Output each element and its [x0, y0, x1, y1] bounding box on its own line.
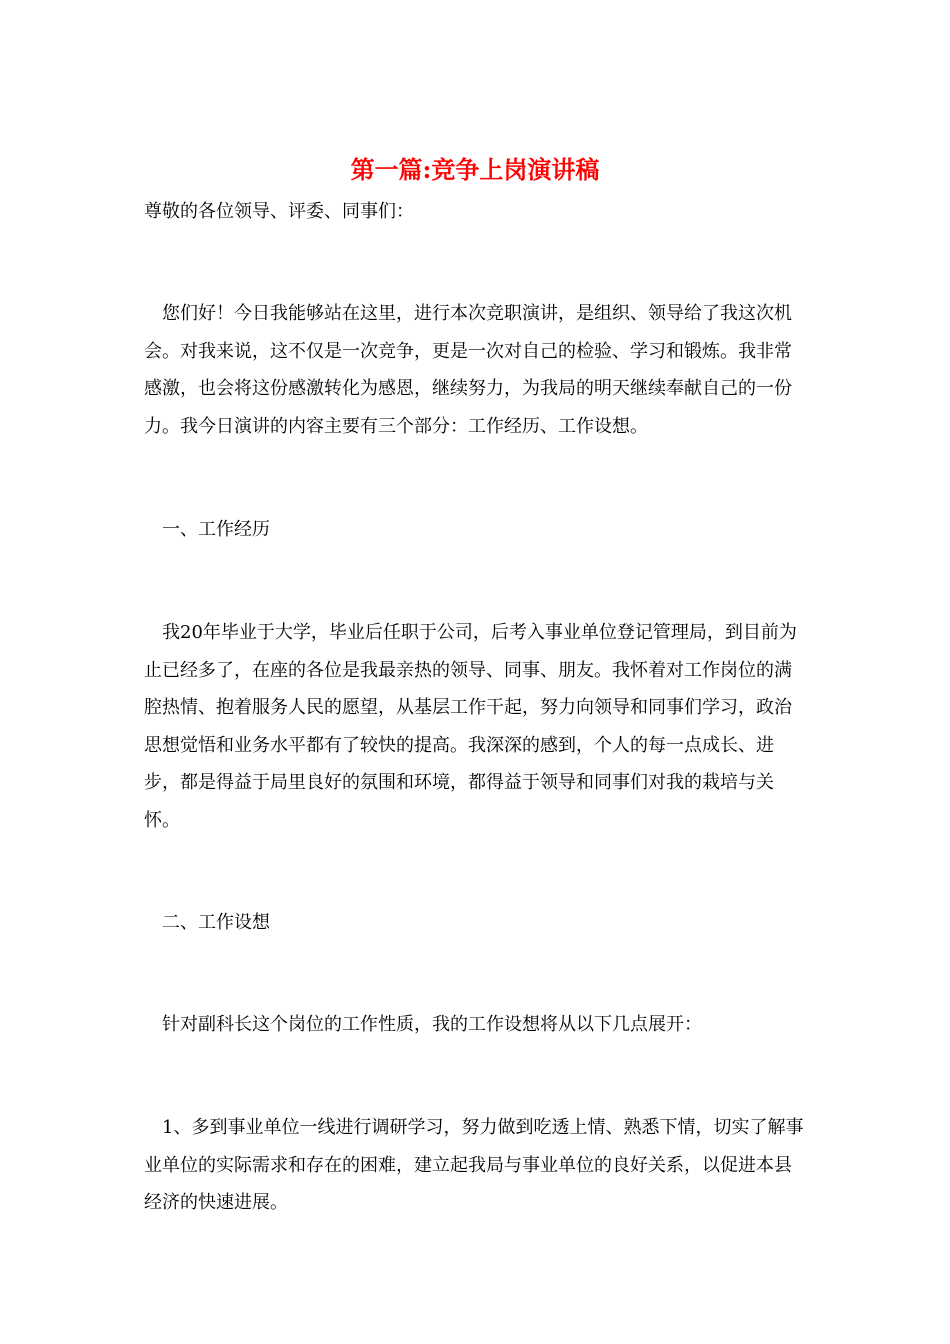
paragraph-work-plan-intro: 针对副科长这个岗位的工作性质，我的工作设想将从以下几点展开：	[162, 1014, 702, 1035]
paragraph-intro: 您们好！今日我能够站在这里，进行本次竞职演讲，是组织、领导给了我这次机会。对我来说，这不仅是一次竞争，更是一次对自己的检验、学习和锻炼。我非常感激，也会将这份感激转化为感恩，继续努力，为我局的明天继续奉献自己的一份力。我今日演讲的内容主要有三个部分：工作经历、工作设想。	[144, 303, 792, 437]
section-heading-work-experience: 一、工作经历	[162, 519, 270, 540]
section-heading-work-plan: 二、工作设想	[162, 912, 270, 933]
paragraph-work-plan-point-1: 1、多到事业单位一线进行调研学习，努力做到吃透上情、熟悉下情，切实了解事业单位的实际需求和存在的困难，建立起我局与事业单位的良好关系，以促进本县经济的快速进展。	[144, 1117, 804, 1213]
paragraph-work-experience: 我20年毕业于大学，毕业后任职于公司，后考入事业单位登记管理局，到目前为止已经多了，在座的各位是我最亲热的领导、同事、朋友。我怀着对工作岗位的满腔热情、抱着服务人民的愿望，从基层工作干起，努力向领导和同事们学习，政治思想觉悟和业务水平都有了较快的提高。我深深的感到，个人的每一点成长、进步，都是得益于局里良好的氛围和环境，都得益于领导和同事们对我的栽培与关怀。	[144, 622, 797, 831]
salutation: 尊敬的各位领导、评委、同事们：	[144, 201, 414, 222]
document-title: 第一篇:竞争上岗演讲稿	[350, 155, 600, 184]
